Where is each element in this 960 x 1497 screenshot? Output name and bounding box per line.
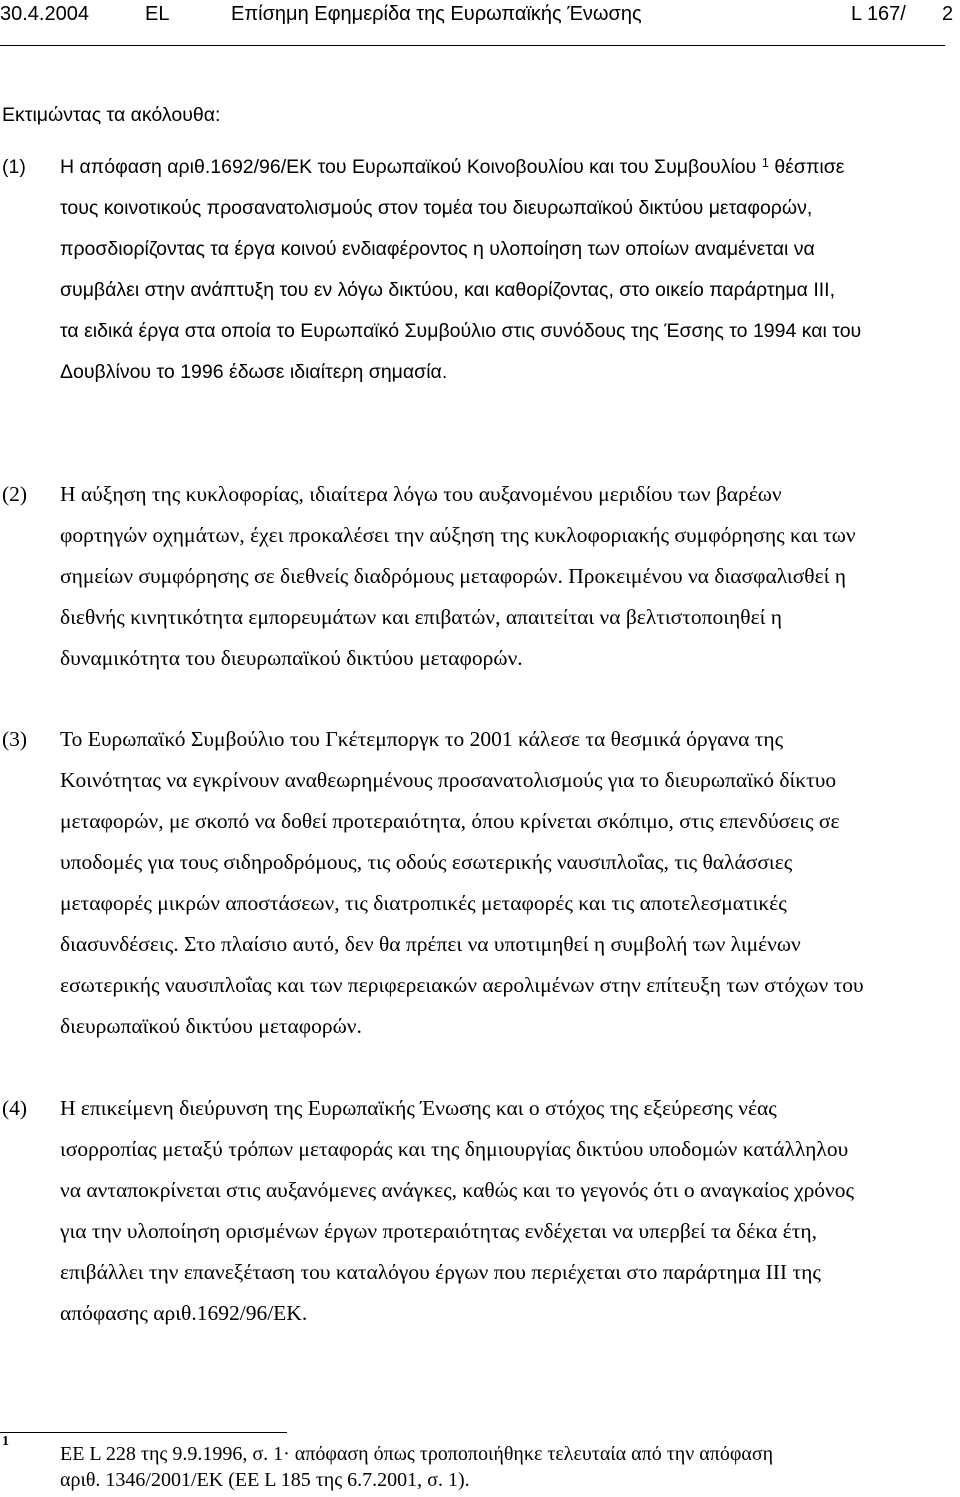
recital-text: Η επικείμενη διεύρυνση της Ευρωπαϊκής Ένωσης και ο στόχος της εξεύρεσης νέας ισορροπίας μεταξύ τρόπων μεταφοράς και της δημιουργίας δικτύου υποδομών κατάλληλου να ανταποκρίνεται στις αυξανόμενες ανάγκες, καθώς και το γεγονός ότι ο αναγκαίος χρόνος για την υλοποίηση ορισμένων έργων προτεραιότητας ενδέχεται να υπερβεί τα δέκα έτη, επιβάλλει την επανεξέταση του καταλόγου έργων που περιέχεται στο παράρτημα ΙΙΙ της απόφασης αριθ.1692/96/ΕΚ. bbox=[60, 1096, 855, 1325]
recital-number: (2) bbox=[2, 482, 28, 506]
page-header bbox=[0, 0, 960, 30]
footnote-text: ΕΕ L 228 της 9.9.1996, σ. 1· απόφαση όπως τροποποιήθηκε τελευταία από την απόφαση αριθ. 1346/2001/ΕΚ (ΕΕ L 185 της 6.7.2001, σ. 1). bbox=[60, 1443, 774, 1491]
footnote-mark: 1 bbox=[2, 1434, 9, 1449]
header-journal-title: Επίσημη Εφημερίδα της Ευρωπαϊκής Ένωσης bbox=[231, 3, 642, 25]
recital-2 bbox=[0, 474, 960, 684]
header-reference: L 167/ bbox=[851, 3, 906, 25]
header-rule bbox=[0, 45, 945, 46]
footnote-reference: 1 bbox=[761, 155, 769, 170]
header-page-number: 2 bbox=[942, 3, 954, 25]
recital-text: Η αύξηση της κυκλοφορίας, ιδιαίτερα λόγω του αυξανομένου μεριδίου των βαρέων φορτηγών οχημάτων, έχει προκαλέσει την αύξηση της κυκλοφοριακής συμφόρησης και των σημείων συμφόρησης σε διεθνείς διαδρόμους μεταφορών. Προκειμένου να διασφαλισθεί η διεθνής κινητικότητα εμπορευμάτων και επιβατών, απαιτείται να βελτιστοποιηθεί η δυναμικότητα του διευρωπαϊκού δικτύου μεταφορών. bbox=[60, 482, 856, 670]
header-date: 30.4.2004 bbox=[0, 3, 89, 25]
recital-3 bbox=[0, 719, 960, 1059]
recital-text: Η απόφαση αριθ.1692/96/ΕΚ του Ευρωπαϊκού Κοινοβουλίου και του Συμβουλίου $^1$ θέσπισε τους κοινοτικούς προσανατολισμούς στον τομέα του διευρωπαϊκού δικτύου μεταφορών, προσδιορίζοντας τα έργα κοινού ενδιαφέροντος η υλοποίηση των οποίων αναμένεται να συμβάλει στην ανάπτυξη του εν λόγω δικτύου, και καθορίζοντας, στο οικείο παράρτημα ΙΙΙ, τα ειδικά έργα στα οποία το Ευρωπαϊκό Συμβούλιο στις συνόδους της Έσσης το 1994 και του Δουβλίνου το 1996 έδωσε ιδιαίτερη σημασία. bbox=[60, 155, 862, 383]
recital-number: (3) bbox=[2, 727, 28, 751]
footnote-rule bbox=[0, 1432, 287, 1433]
recital-4 bbox=[0, 1088, 960, 1348]
recital-number: (1) bbox=[2, 156, 26, 178]
recital-1 bbox=[0, 147, 960, 447]
recital-number: (4) bbox=[2, 1096, 28, 1120]
recital-text: Το Ευρωπαϊκό Συμβούλιο του Γκέτεμποργκ το 2001 κάλεσε τα θεσμικά όργανα της Κοινότητας να εγκρίνουν αναθεωρημένους προσανατολισμούς για το διευρωπαϊκό δίκτυο μεταφορών, με σκοπό να δοθεί προτεραιότητα, όπου κρίνεται σκόπιμο, στις επενδύσεις σε υποδομές για τους σιδηροδρόμους, τις οδούς εσωτερικής ναυσιπλοΐας, τις θαλάσσιες μεταφορές μικρών αποστάσεων, τις διατροπικές μεταφορές και τις αποτελεσματικές διασυνδέσεις. Στο πλαίσιο αυτό, δεν θα πρέπει να υποτιμηθεί η συμβολή των λιμένων εσωτερικής ναυσιπλοΐας και των περιφερειακών αερολιμένων στην επίτευξη των στόχων του διευρωπαϊκού δικτύου μεταφορών. bbox=[60, 727, 864, 1038]
header-language: EL bbox=[145, 3, 170, 25]
